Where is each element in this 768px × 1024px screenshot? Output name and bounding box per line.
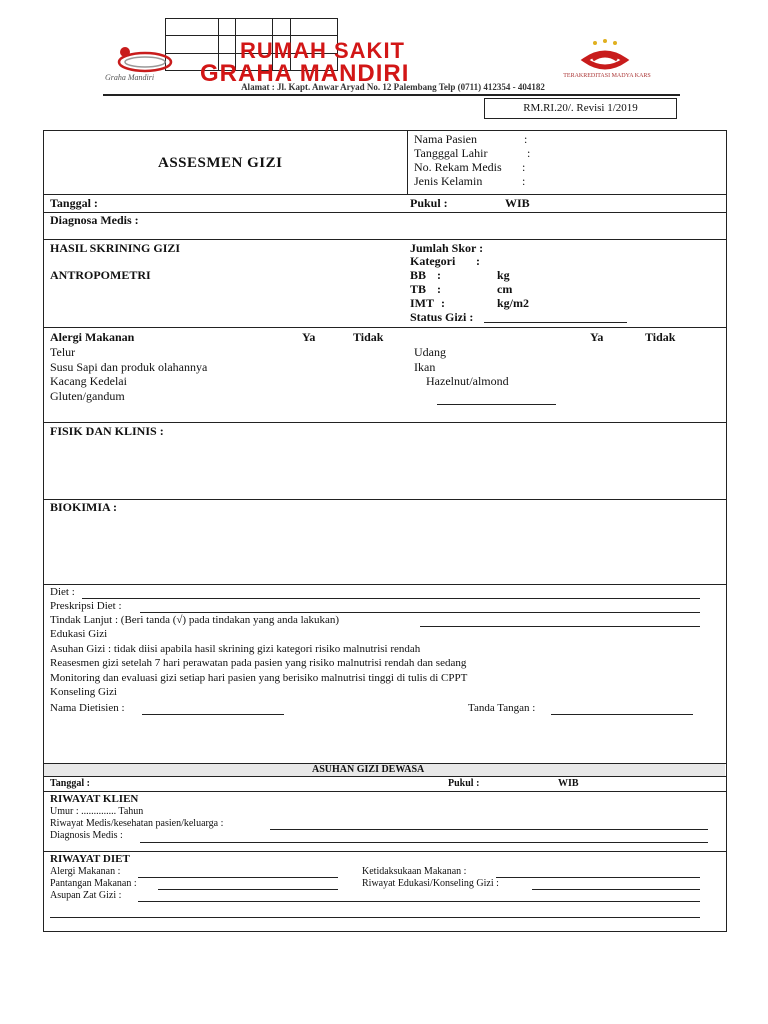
header-divider <box>103 94 680 96</box>
medical-diagnosis-label: Diagnosis Medis : <box>50 830 123 841</box>
nutrient-intake-field[interactable] <box>138 901 700 902</box>
food-dislike-label: Ketidaksukaan Makanan : <box>362 866 467 877</box>
follow-up-label: Tindak Lanjut : (Beri tanda (√) pada tindakan yang anda lakukan) <box>50 614 340 626</box>
height-unit: cm <box>497 282 513 296</box>
food-restriction-label: Pantangan Makanan : <box>50 878 137 889</box>
allergen-item[interactable]: Ikan <box>414 360 436 374</box>
no-header: Tidak <box>353 330 384 344</box>
patient-mrn-label: No. Rekam Medis <box>414 160 502 174</box>
food-restriction-field[interactable] <box>158 889 338 890</box>
signature-field[interactable] <box>551 714 693 715</box>
diagnosis-label: Diagnosa Medis : <box>50 213 139 227</box>
patient-gender-label: Jenis Kelamin <box>414 174 483 188</box>
bmi-unit: kg/m2 <box>497 296 530 310</box>
form-title: ASSESMEN GIZI <box>158 155 283 171</box>
allergen-item[interactable]: Hazelnut/almond <box>426 374 509 388</box>
hospital-address: Alamat : Jl. Kapt. Anwar Aryad No. 12 Palembang Telp (0711) 412354 - 404182 <box>241 82 545 92</box>
dietitian-name-field[interactable] <box>142 714 284 715</box>
physical-clinical-label: FISIK DAN KLINIS : <box>50 424 164 438</box>
allergen-item[interactable]: Susu Sapi dan produk olahannya <box>50 360 208 374</box>
other-allergen-field[interactable] <box>437 404 556 405</box>
nutrition-status-field[interactable] <box>484 322 627 323</box>
no-header: Tidak <box>645 330 676 344</box>
divider <box>43 212 726 213</box>
date-label: Tanggal : <box>50 196 98 210</box>
colon: : <box>476 254 480 268</box>
bmi-label: IMT <box>410 296 434 310</box>
logo-left-text: Graha Mandiri <box>105 73 155 82</box>
time-label: Pukul : <box>410 196 448 210</box>
colon: : <box>437 282 441 296</box>
patient-name-label: Nama Pasien <box>414 132 477 146</box>
diet-field[interactable] <box>82 598 700 599</box>
time-label: Pukul : <box>448 778 480 789</box>
height-label: TB <box>410 282 427 296</box>
follow-up-item[interactable]: Monitoring dan evaluasi gizi setiap hari pasien yang berisiko malnutrisi tinggi di tulis di CPPT <box>50 672 468 684</box>
biochemistry-label: BIOKIMIA : <box>50 500 118 514</box>
colon: : <box>441 296 445 310</box>
medical-history-field[interactable] <box>270 829 708 830</box>
weight-label: BB <box>410 268 427 282</box>
allergen-item[interactable]: Telur <box>50 345 76 359</box>
patient-dob-label: Tangggal Lahir <box>414 146 488 160</box>
accreditation-text: TERAKREDITASI MADYA KARS <box>563 73 651 79</box>
yes-header: Ya <box>590 330 604 344</box>
yes-header: Ya <box>302 330 316 344</box>
divider <box>43 584 726 585</box>
signature-label: Tanda Tangan : <box>468 702 536 714</box>
nutrient-intake-label: Asupan Zat Gizi : <box>50 890 122 901</box>
allergen-item[interactable]: Gluten/gandum <box>50 389 125 403</box>
colon: : <box>522 174 526 188</box>
form-code: RM.RI.20/. Revisi 1/2019 <box>484 98 677 119</box>
age-label: Umur : .............. Tahun <box>50 806 144 817</box>
screening-label: HASIL SKRINING GIZI <box>50 241 181 255</box>
follow-up-item[interactable]: Konseling Gizi <box>50 686 117 698</box>
follow-up-item[interactable]: Edukasi Gizi <box>50 628 108 640</box>
total-score-label: Jumlah Skor : <box>410 241 484 255</box>
client-history-label: RIWAYAT KLIEN <box>50 793 139 805</box>
category-label: Kategori <box>410 254 456 268</box>
hospital-name-line2: GRAHA MANDIRI <box>200 60 410 87</box>
allergen-item[interactable]: Kacang Kedelai <box>50 374 127 388</box>
follow-up-item[interactable]: Asuhan Gizi : tidak diisi apabila hasil skrining gizi kategori risiko malnutrisi rendah <box>50 643 421 655</box>
nutrient-intake-field-2[interactable] <box>50 917 700 918</box>
diet-label: Diet : <box>50 586 75 598</box>
time-unit: WIB <box>558 778 579 789</box>
diet-prescription-field[interactable] <box>140 612 700 613</box>
follow-up-field[interactable] <box>420 626 700 627</box>
anthropometry-label: ANTROPOMETRI <box>50 268 151 282</box>
divider <box>43 327 726 328</box>
allergy-label: Alergi Makanan <box>50 330 135 344</box>
divider <box>43 851 726 852</box>
colon: : <box>527 146 531 160</box>
divider <box>43 499 726 500</box>
weight-unit: kg <box>497 268 510 282</box>
education-history-label: Riwayat Edukasi/Konseling Gizi : <box>362 878 499 889</box>
divider <box>43 239 726 240</box>
medical-history-label: Riwayat Medis/kesehatan pasien/keluarga : <box>50 818 224 829</box>
food-allergy-field[interactable] <box>138 877 338 878</box>
allergen-item[interactable]: Udang <box>414 345 446 359</box>
dietitian-name-label: Nama Dietisien : <box>50 702 125 714</box>
colon: : <box>437 268 441 282</box>
follow-up-item[interactable]: Reasesmen gizi setelah 7 hari perawatan pada pasien yang risiko malnutrisi rendah dan sedang <box>50 657 467 669</box>
education-history-field[interactable] <box>532 889 700 890</box>
diet-prescription-label: Preskripsi Diet : <box>50 600 122 612</box>
adult-section-title: ASUHAN GIZI DEWASA <box>312 764 425 775</box>
food-dislike-field[interactable] <box>496 877 700 878</box>
diet-history-label: RIWAYAT DIET <box>50 853 130 865</box>
date-label: Tanggal : <box>50 778 90 789</box>
colon: : <box>524 132 528 146</box>
colon: : <box>522 160 526 174</box>
hospital-name-line1: RUMAH SAKIT <box>240 38 405 63</box>
divider <box>43 194 726 195</box>
patient-box-divider <box>407 130 408 194</box>
food-allergy-label: Alergi Makanan : <box>50 866 121 877</box>
divider <box>43 422 726 423</box>
divider <box>43 776 726 777</box>
nutrition-status-label: Status Gizi : <box>410 310 474 324</box>
time-unit: WIB <box>505 196 530 210</box>
medical-diagnosis-field[interactable] <box>140 842 708 843</box>
divider <box>43 791 726 792</box>
